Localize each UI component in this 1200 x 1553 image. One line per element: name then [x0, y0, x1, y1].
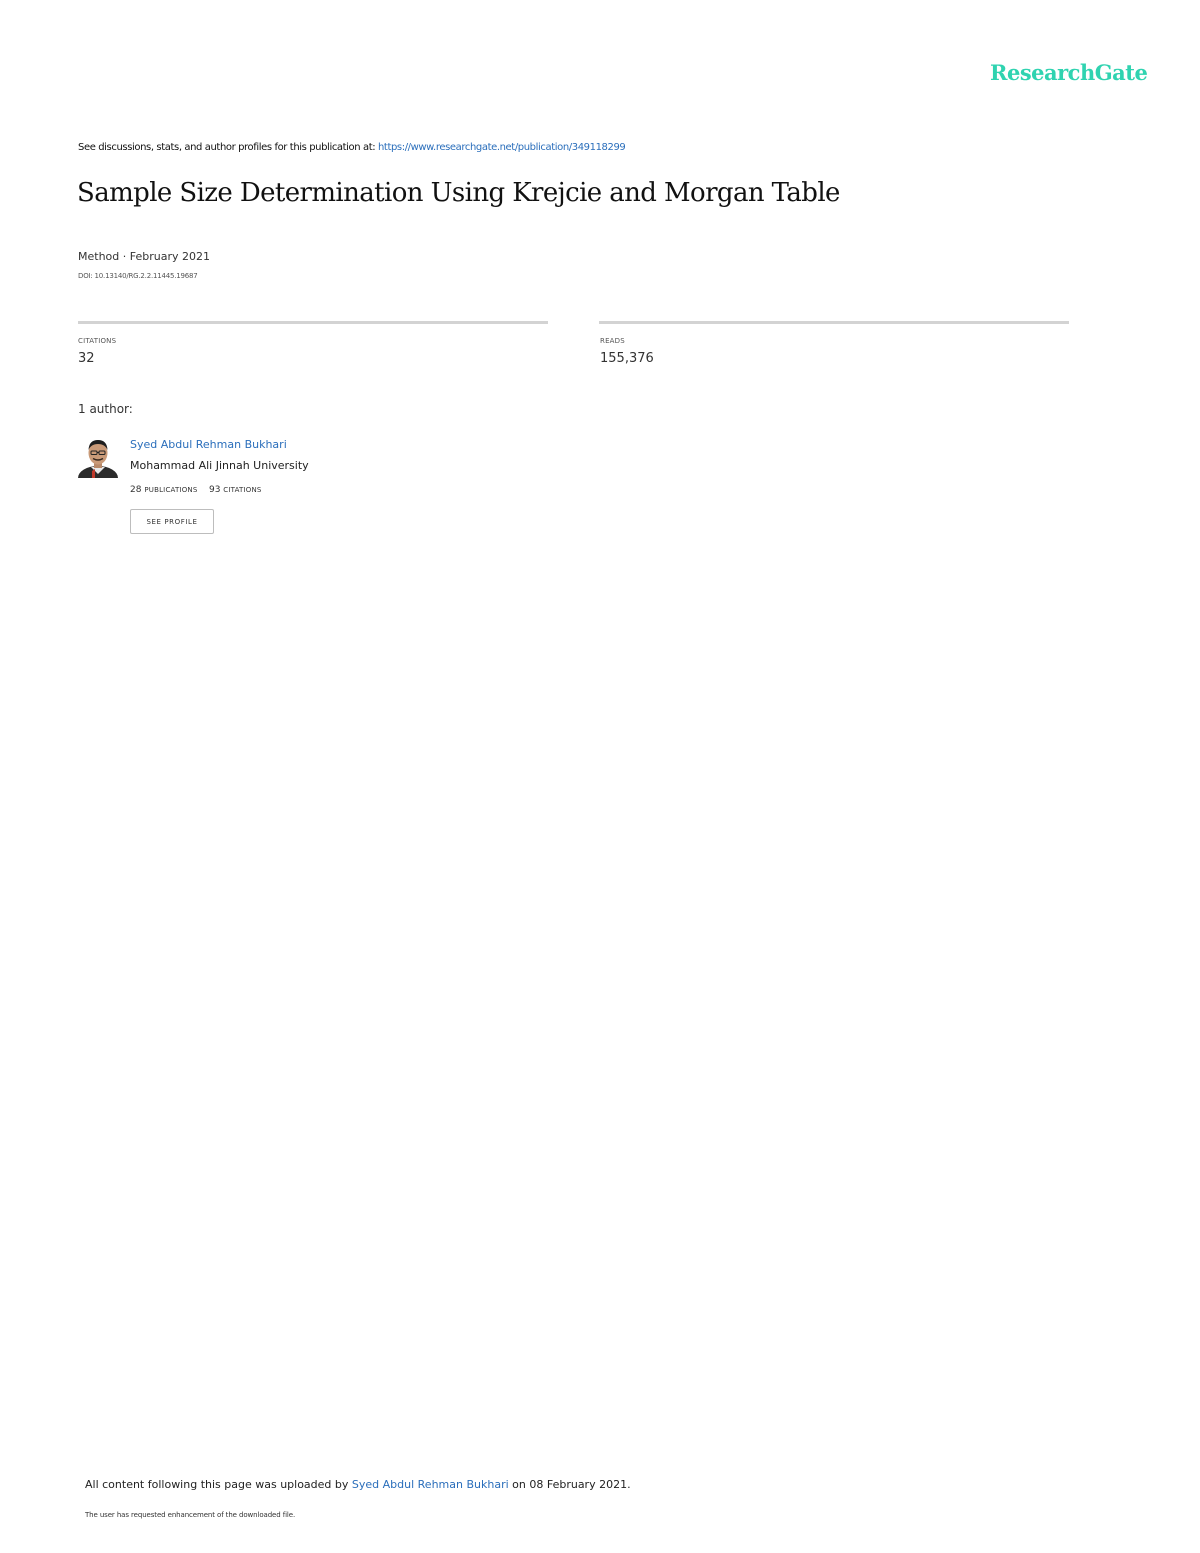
author-name-link[interactable]: Syed Abdul Rehman Bukhari	[130, 438, 287, 451]
author-citations-label: CITATIONS	[223, 486, 262, 494]
author-publications-count: 28	[130, 485, 142, 495]
citations-count: 32	[78, 351, 95, 366]
publication-header-line	[78, 142, 625, 153]
upload-prefix: All content following this page was uploaded by	[85, 1478, 349, 1491]
citations-label: CITATIONS	[78, 337, 117, 345]
publication-meta: Method · February 2021	[78, 250, 210, 263]
publication-doi: DOI: 10.13140/RG.2.2.11445.19687	[78, 272, 198, 280]
reads-divider	[599, 321, 1069, 324]
researchgate-logo[interactable]: ResearchGate	[990, 60, 1148, 85]
header-prefix: See discussions, stats, and author profiles for this publication at:	[78, 142, 376, 153]
upload-suffix: on 08 February 2021.	[512, 1478, 631, 1491]
publication-url-link[interactable]: https://www.researchgate.net/publication/349118299	[377, 142, 626, 153]
author-citations-count: 93	[208, 485, 221, 495]
author-stats	[130, 485, 262, 495]
author-avatar[interactable]	[78, 436, 118, 478]
publication-title: Sample Size Determination Using Krejcie and Morgan Table	[77, 178, 840, 208]
author-institution: Mohammad Ali Jinnah University	[130, 459, 309, 472]
enhancement-note: The user has requested enhancement of the downloaded file.	[85, 1511, 296, 1519]
uploader-link[interactable]: Syed Abdul Rehman Bukhari	[351, 1478, 509, 1491]
reads-count: 155,376	[600, 351, 654, 366]
see-profile-button[interactable]: SEE PROFILE	[130, 509, 214, 534]
author-count-label: 1 author:	[78, 402, 133, 416]
author-publications-label: PUBLICATIONS	[144, 486, 198, 494]
author-photo-icon	[78, 436, 118, 478]
reads-label: READS	[600, 337, 625, 345]
upload-notice	[85, 1478, 631, 1491]
citations-divider	[78, 321, 548, 324]
